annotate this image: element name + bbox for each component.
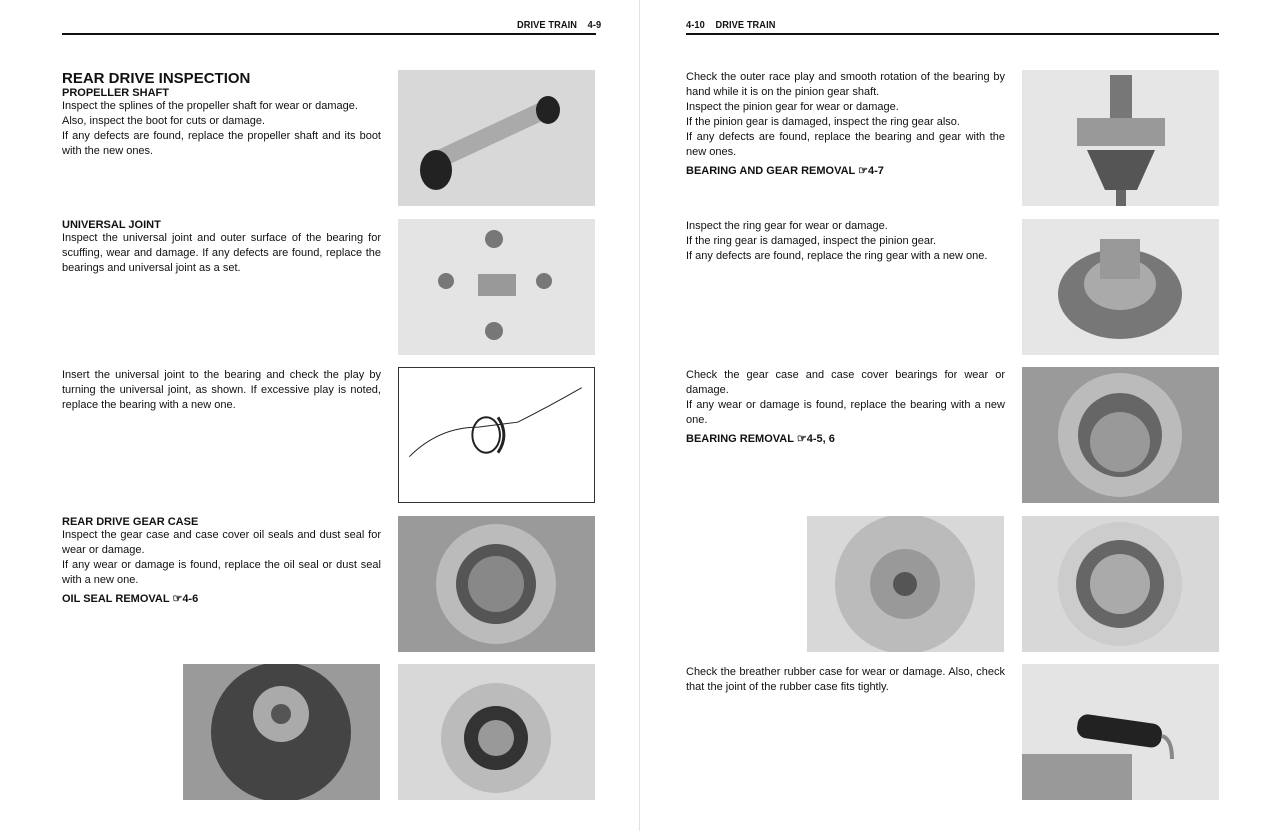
header-page-number: 4-9 xyxy=(587,19,602,31)
reference-label: BEARING REMOVAL xyxy=(686,433,794,445)
section-pinion-bearing xyxy=(686,70,1005,177)
paragraph: Inspect the pinion gear for wear or damage. xyxy=(686,101,899,113)
header-rule xyxy=(686,33,1219,35)
propeller-shaft-photo xyxy=(398,70,595,206)
ring-gear-photo xyxy=(1022,219,1219,355)
reference-page: 4-5, 6 xyxy=(806,433,835,445)
section-heading: PROPELLER SHAFT xyxy=(62,87,169,99)
section-heading: UNIVERSAL JOINT xyxy=(62,219,161,231)
reference-link[interactable] xyxy=(686,164,1005,177)
reference-label: OIL SEAL REMOVAL xyxy=(62,593,170,605)
paragraph: Check the breather rubber case for wear or damage. Also, check that the joint of the rubber case fits tightly. xyxy=(686,666,1005,693)
section-case-bearings xyxy=(686,368,1005,445)
right-page-header xyxy=(686,19,775,31)
pinion-gear-photo xyxy=(1022,70,1219,206)
universal-joint-photo xyxy=(398,219,595,355)
paragraph: If any wear or damage is found, replace the oil seal or dust seal with a new one. xyxy=(62,559,381,586)
section-heading: REAR DRIVE GEAR CASE xyxy=(62,516,199,528)
case-cover-seal-photo xyxy=(398,664,595,800)
paragraph: If any wear or damage is found, replace the bearing with a new one. xyxy=(686,399,1005,426)
case-cover-bearing-photo xyxy=(807,516,1004,652)
paragraph: If the ring gear is damaged, inspect the pinion gear. xyxy=(686,235,937,247)
gear-case-ball-bearing-photo xyxy=(1022,516,1219,652)
left-page-header xyxy=(517,19,601,31)
reference-link[interactable] xyxy=(686,432,1005,445)
pointing-hand-icon: ☞ xyxy=(796,433,807,445)
section-propeller-shaft xyxy=(62,70,381,159)
pointing-hand-icon: ☞ xyxy=(858,165,869,177)
page-title: REAR DRIVE INSPECTION xyxy=(62,70,251,87)
paragraph: If the pinion gear is damaged, inspect the ring gear also. xyxy=(686,116,960,128)
gear-case-seal-photo xyxy=(398,516,595,652)
dust-seal-photo xyxy=(183,664,380,800)
reference-page: 4-6 xyxy=(182,593,199,605)
section-rear-drive-gear-case xyxy=(62,516,381,605)
pointing-hand-icon: ☞ xyxy=(172,593,183,605)
paragraph: Check the outer race play and smooth rotation of the bearing by hand while it is on the pinion gear shaft. xyxy=(686,71,1005,98)
section-ring-gear xyxy=(686,219,1005,264)
joint-play-illustration xyxy=(398,367,595,503)
paragraph: If any defects are found, replace the ring gear with a new one. xyxy=(686,250,988,262)
header-page-number: 4-10 xyxy=(686,19,705,31)
paragraph: Inspect the gear case and case cover oil seals and dust seal for wear or damage. xyxy=(62,529,381,556)
case-bearing-photo xyxy=(1022,367,1219,503)
section-universal-joint xyxy=(62,219,381,276)
paragraph: Insert the universal joint to the bearing and check the play by turning the universal joint, as shown. If excessive play is noted, replace the bearing with a new one. xyxy=(62,369,381,411)
section-joint-play xyxy=(62,368,381,413)
paragraph: Inspect the universal joint and outer surface of the bearing for scuffing, wear and damage. If any defects are found, replace the bearings and universal joint as a set. xyxy=(62,232,381,274)
reference-label: BEARING AND GEAR REMOVAL xyxy=(686,165,856,177)
paragraph: Also, inspect the boot for cuts or damage. xyxy=(62,115,266,127)
header-section: DRIVE TRAIN xyxy=(517,19,578,31)
reference-link[interactable] xyxy=(62,592,381,605)
section-breather-case xyxy=(686,665,1005,695)
paragraph: If any defects are found, replace the propeller shaft and its boot with the new ones. xyxy=(62,130,381,157)
page-divider xyxy=(639,0,640,831)
paragraph: Inspect the ring gear for wear or damage. xyxy=(686,220,888,232)
paragraph: Inspect the splines of the propeller shaft for wear or damage. xyxy=(62,100,358,112)
breather-rubber-case-photo xyxy=(1022,664,1219,800)
paragraph: Check the gear case and case cover bearings for wear or damage. xyxy=(686,369,1005,396)
header-rule xyxy=(62,33,596,35)
reference-page: 4-7 xyxy=(868,165,884,177)
header-section: DRIVE TRAIN xyxy=(715,19,776,31)
paragraph: If any defects are found, replace the bearing and gear with the new ones. xyxy=(686,131,1005,158)
